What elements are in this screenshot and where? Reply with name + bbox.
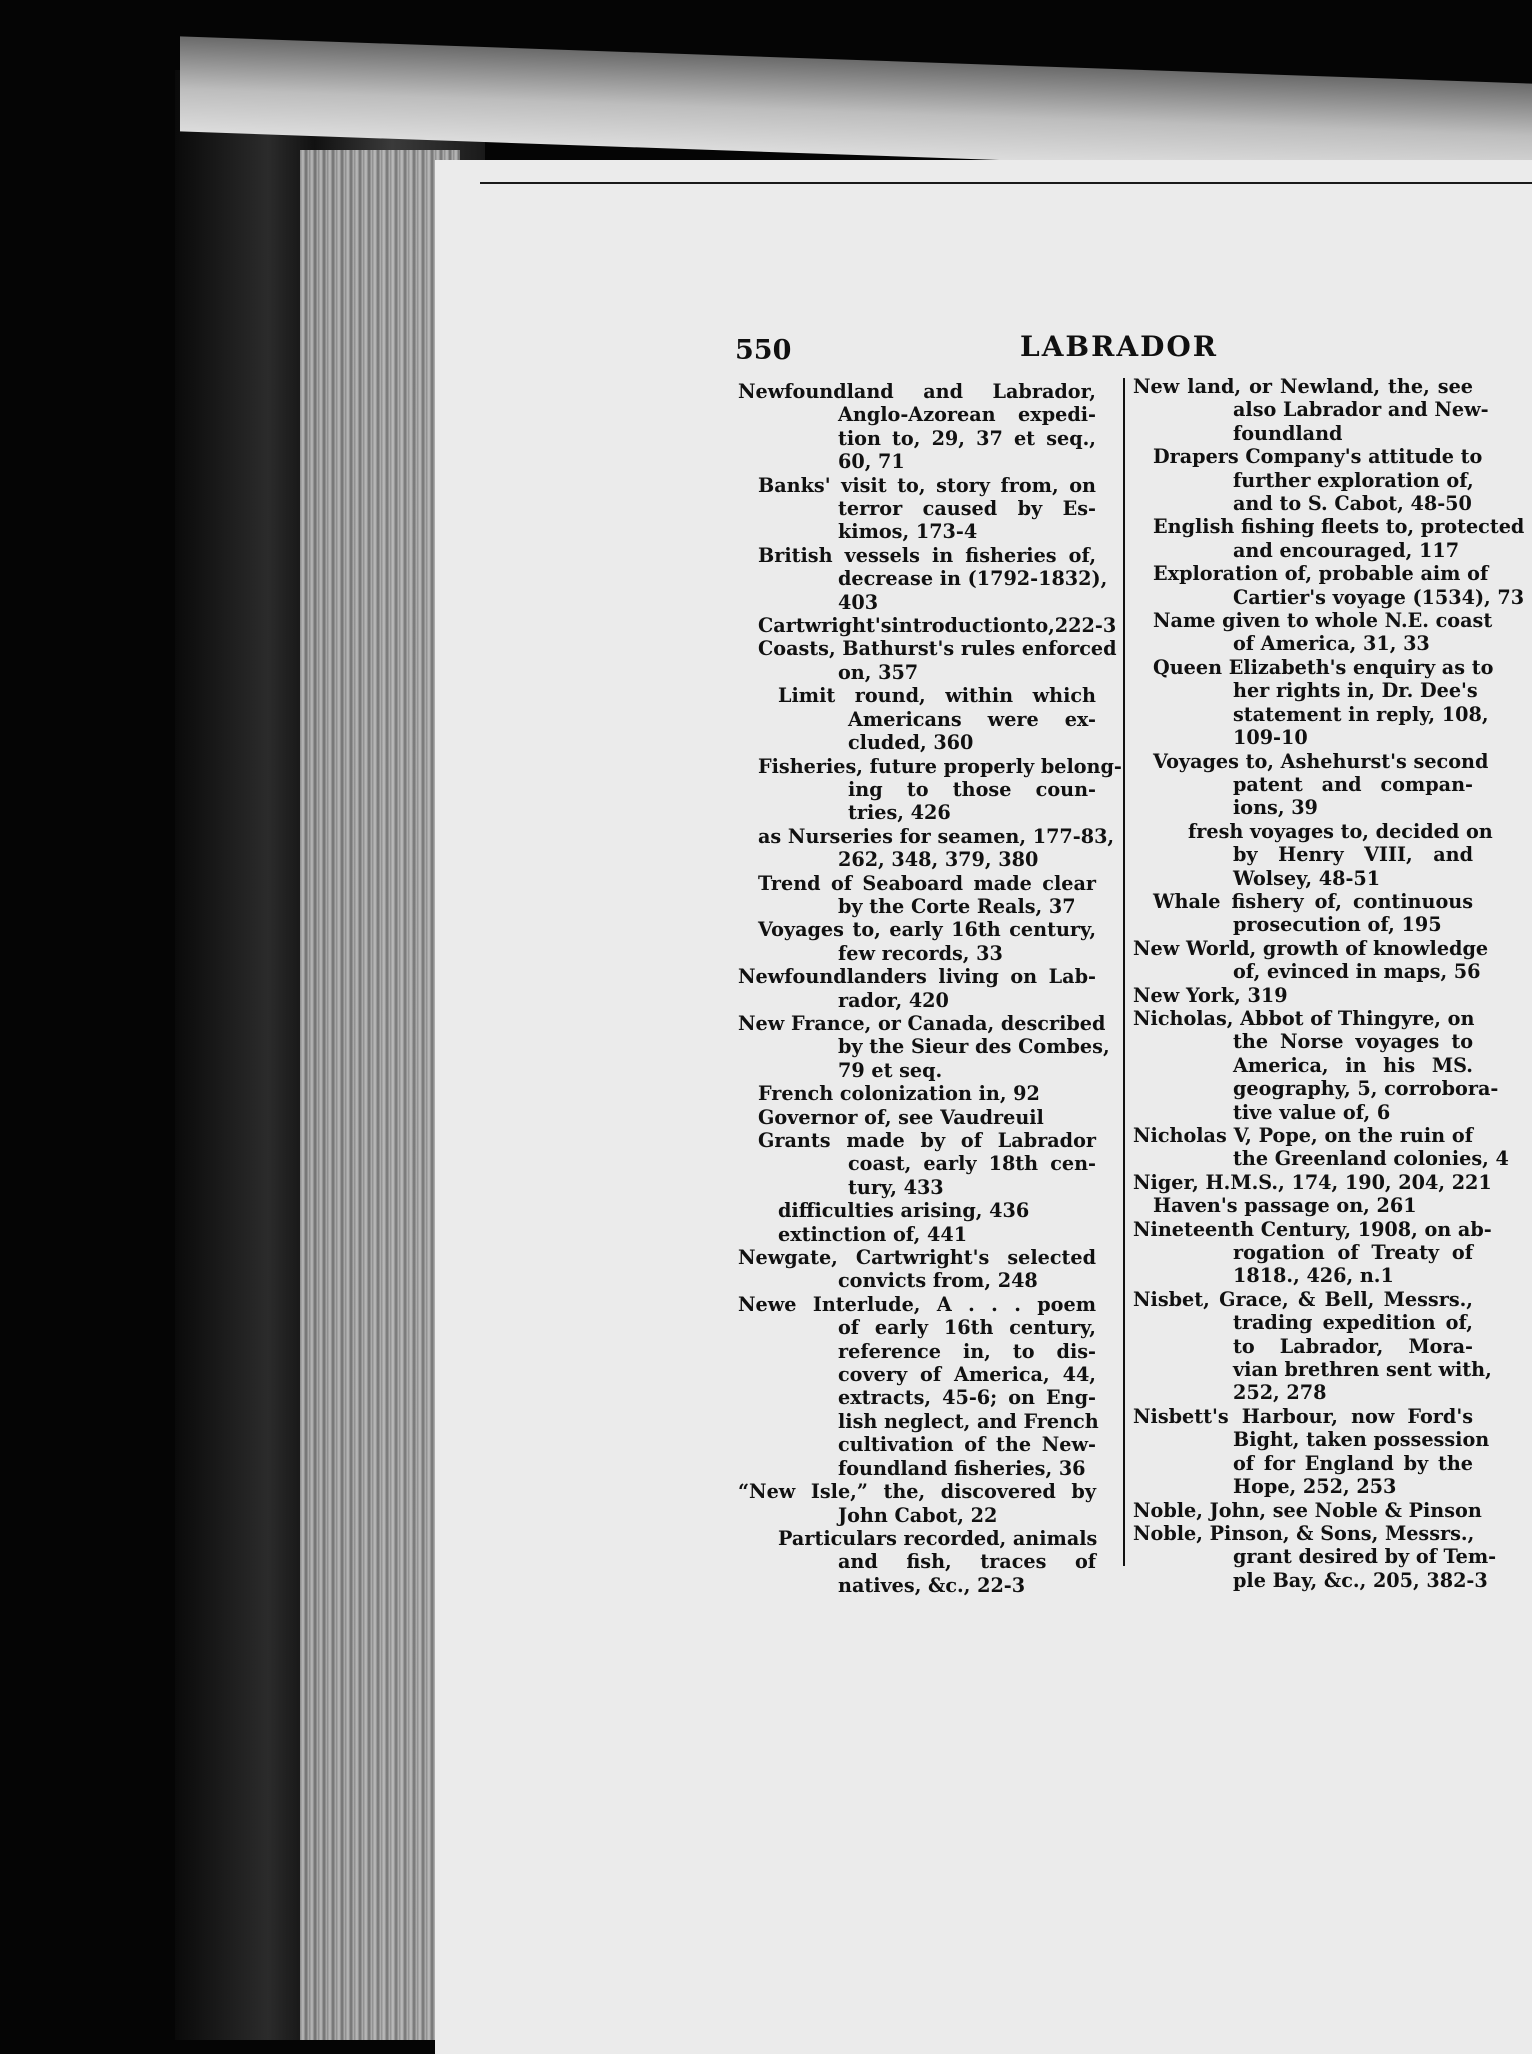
index-line: Nineteenth Century, 1908, on ab-	[1133, 1217, 1492, 1241]
index-line: Noble, Pinson, & Sons, Messrs.,	[1133, 1521, 1475, 1545]
index-line: Name given to whole N.E. coast	[1153, 609, 1493, 633]
index-line: and fish, traces of	[838, 1550, 1096, 1574]
index-line: Wolsey, 48-51	[1233, 866, 1381, 890]
index-line: “New Isle,” the, discovered by	[738, 1480, 1096, 1504]
index-line: tive value of, 6	[1233, 1100, 1391, 1124]
index-line: Nisbett's Harbour, now Ford's	[1133, 1404, 1473, 1428]
index-line: further exploration of,	[1233, 468, 1474, 492]
index-line: few records, 33	[838, 941, 1003, 965]
index-line: ing to those coun-	[848, 777, 1096, 801]
index-line: Newgate, Cartwright's selected	[738, 1246, 1096, 1270]
index-line: lish neglect, and French	[838, 1409, 1099, 1433]
index-column-left	[738, 380, 1122, 1597]
index-line: Whale fishery of, continuous	[1153, 889, 1473, 913]
index-line: Drapers Company's attitude to	[1153, 445, 1483, 469]
index-line: America, in his MS.	[1233, 1053, 1473, 1077]
page-number: 550	[735, 335, 792, 366]
index-line: Newe Interlude, A . . . poem	[738, 1292, 1096, 1316]
index-line: reference in, to dis-	[838, 1339, 1096, 1363]
index-line: extracts, 45-6; on Eng-	[838, 1386, 1096, 1410]
index-line: tries, 426	[848, 801, 951, 825]
index-line: covery of America, 44,	[838, 1363, 1096, 1387]
index-line: of, evinced in maps, 56	[1233, 960, 1481, 984]
index-line: Queen Elizabeth's enquiry as to	[1153, 655, 1494, 679]
index-line: Newfoundlanders living on Lab-	[738, 965, 1096, 989]
index-line: 403	[838, 590, 879, 614]
column-divider	[1123, 378, 1125, 1566]
index-line: Fisheries, future properly belong-	[758, 754, 1122, 778]
index-line: trading expedition of,	[1233, 1311, 1473, 1335]
index-line: Cartwright'sintroductionto,222-3	[758, 614, 1117, 638]
index-line: the Greenland colonies, 4	[1233, 1147, 1509, 1171]
index-line: prosecution of, 195	[1233, 913, 1442, 937]
index-line: natives, &c., 22-3	[838, 1573, 1026, 1597]
index-line: Voyages to, Ashehurst's second	[1153, 749, 1489, 773]
index-line: cluded, 360	[848, 731, 974, 755]
index-line: British vessels in fisheries of,	[758, 543, 1096, 567]
page-top-rule	[480, 182, 1532, 184]
index-line: and encouraged, 117	[1233, 538, 1460, 562]
index-line: by Henry VIII, and	[1233, 843, 1473, 867]
index-line: New land, or Newland, the, see	[1133, 375, 1473, 398]
index-line: by the Sieur des Combes,	[838, 1035, 1110, 1059]
index-line: Niger, H.M.S., 174, 190, 204, 221	[1133, 1170, 1492, 1194]
index-line: Trend of Seaboard made clear	[758, 871, 1096, 895]
index-line: vian brethren sent with,	[1233, 1358, 1492, 1382]
index-line: of early 16th century,	[838, 1316, 1096, 1340]
index-line: ple Bay, &c., 205, 382-3	[1233, 1568, 1488, 1592]
index-line: 262, 348, 379, 380	[838, 848, 1039, 872]
index-column-right	[1133, 375, 1525, 1592]
index-line: 252, 278	[1233, 1381, 1327, 1405]
index-line: extinction of, 441	[778, 1222, 968, 1246]
index-line: Americans were ex-	[848, 707, 1096, 731]
index-line: Haven's passage on, 261	[1153, 1194, 1417, 1218]
index-line: also Labrador and New-	[1233, 398, 1489, 422]
index-line: Cartier's voyage (1534), 73	[1233, 585, 1525, 609]
index-line: Newfoundland and Labrador,	[738, 380, 1096, 403]
index-line: English fishing fleets to, protected	[1153, 515, 1525, 539]
index-line: New York, 319	[1133, 983, 1288, 1007]
index-line: to Labrador, Mora-	[1233, 1334, 1473, 1358]
index-line: her rights in, Dr. Dee's	[1233, 679, 1478, 703]
index-line: Coasts, Bathurst's rules enforced	[758, 637, 1117, 661]
index-line: Particulars recorded, animals	[778, 1526, 1098, 1550]
index-line: John Cabot, 22	[838, 1503, 998, 1527]
index-line: patent and compan-	[1233, 772, 1473, 796]
index-line: Hope, 252, 253	[1233, 1475, 1397, 1499]
index-line: the Norse voyages to	[1233, 1030, 1473, 1054]
index-line: Anglo-Azorean expedi-	[838, 403, 1096, 427]
index-line: Nicholas, Abbot of Thingyre, on	[1133, 1006, 1475, 1030]
index-line: fresh voyages to, decided on	[1188, 819, 1493, 843]
index-line: Banks' visit to, story from, on	[758, 473, 1096, 497]
index-line: difficulties arising, 436	[778, 1199, 1030, 1223]
index-line: Bight, taken possession	[1233, 1428, 1490, 1452]
index-line: decrease in (1792-1832),	[838, 567, 1108, 591]
index-line: 79 et seq.	[838, 1058, 943, 1082]
index-line: rador, 420	[838, 988, 949, 1012]
index-line: Grants made by of Labrador	[758, 1129, 1096, 1152]
index-line: convicts from, 248	[838, 1269, 1038, 1293]
index-line: Voyages to, early 16th century,	[758, 918, 1096, 942]
index-line: tury, 433	[848, 1175, 944, 1199]
index-line: Exploration of, probable aim of	[1153, 562, 1489, 586]
index-line: cultivation of the New-	[838, 1433, 1096, 1457]
index-line: of America, 31, 33	[1233, 632, 1430, 656]
index-line: foundland fisheries, 36	[838, 1456, 1086, 1480]
index-line: on, 357	[838, 660, 919, 684]
index-line: Noble, John, see Noble & Pinson	[1133, 1498, 1482, 1522]
index-line: rogation of Treaty of	[1233, 1241, 1473, 1265]
index-line: 109-10	[1233, 726, 1308, 750]
index-line: Governor of, see Vaudreuil	[758, 1105, 1044, 1129]
index-line: French colonization in, 92	[758, 1082, 1040, 1106]
index-line: tion to, 29, 37 et seq.,	[838, 426, 1096, 450]
index-line: 60, 71	[838, 450, 905, 474]
index-line: Nicholas V, Pope, on the ruin of	[1133, 1124, 1473, 1147]
index-line: New World, growth of knowledge	[1133, 936, 1489, 960]
index-line: and to S. Cabot, 48-50	[1233, 492, 1472, 516]
index-line: by the Corte Reals, 37	[838, 894, 1076, 918]
index-line: Nisbet, Grace, & Bell, Messrs.,	[1133, 1287, 1473, 1311]
index-line: Limit round, within which	[778, 684, 1096, 708]
index-line: kimos, 173-4	[838, 520, 978, 544]
index-line: coast, early 18th cen-	[848, 1152, 1096, 1176]
index-line: of for England by the	[1233, 1451, 1473, 1475]
running-head: LABRADOR	[1020, 330, 1219, 363]
index-line: geography, 5, corrobora-	[1233, 1077, 1499, 1101]
index-line: statement in reply, 108,	[1233, 702, 1489, 726]
index-line: grant desired by of Tem-	[1233, 1545, 1497, 1569]
index-line: New France, or Canada, described	[738, 1011, 1106, 1035]
index-line: as Nurseries for seamen, 177-83,	[758, 824, 1115, 848]
index-line: 1818., 426, n.1	[1233, 1264, 1394, 1288]
index-line: terror caused by Es-	[838, 497, 1096, 521]
index-line: ions, 39	[1233, 796, 1318, 820]
index-line: foundland	[1233, 421, 1343, 445]
